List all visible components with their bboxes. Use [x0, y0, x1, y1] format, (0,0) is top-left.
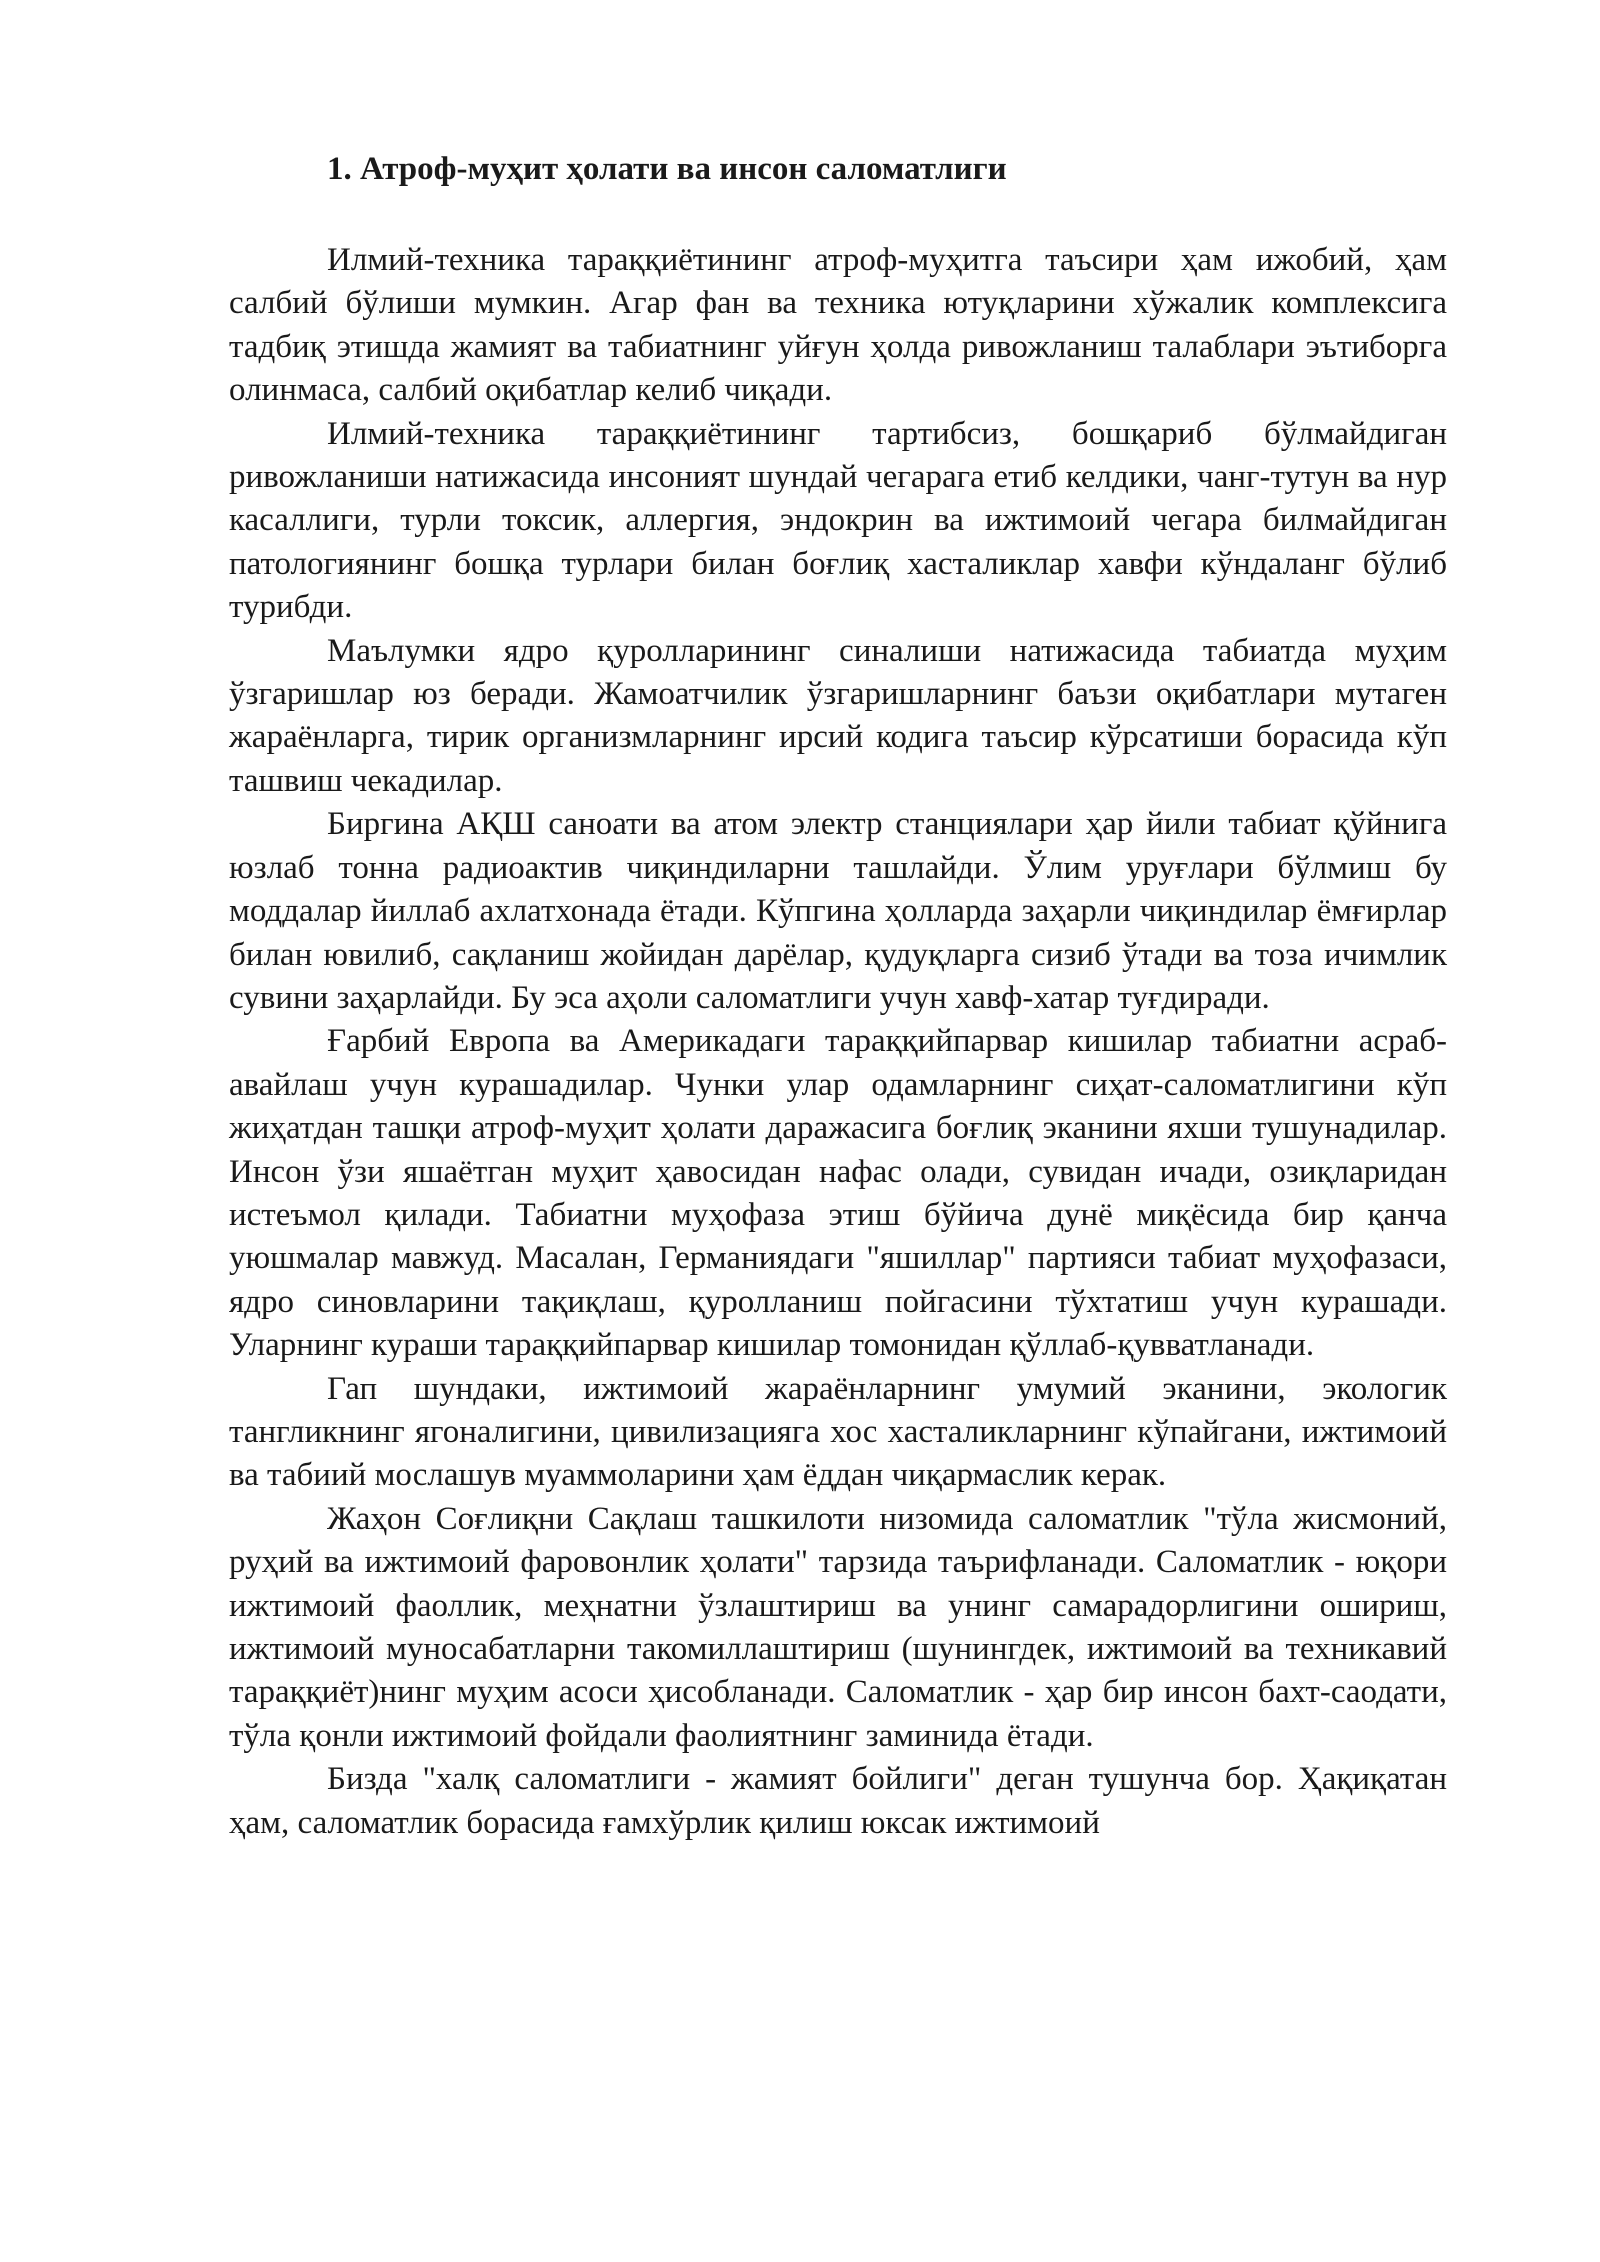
paragraph-7: Жаҳон Соғлиқни Сақлаш ташкилоти низомида саломатлик "тўла жисмоний, руҳий ва ижтимоий фаровонлик ҳолати" тарзида таърифланади. Саломатлик - юқори ижтимоий фаоллик, меҳнатни ўзлаштириш ва унинг самарадорлигини ошириш, ижтимоий муносабатларни такомиллаштириш (шунингдек, ижтимоий ва техникавий тараққиёт)нинг муҳим асоси ҳисобланади. Саломатлик - ҳар бир инсон бахт-саодати, тўла қонли ижтимоий фойдали фаолиятнинг заминида ётади.: [229, 1500, 1447, 1754]
paragraph-3: Маълумки ядро қуролларининг синалиши натижасида табиатда муҳим ўзгаришлар юз беради. Жамоатчилик ўзгаришларнинг баъзи оқибатлари мутаген жараёнларга, тирик организмларнинг ирсий кодига таъсир кўрсатиши борасида кўп ташвиш чекадилар.: [229, 632, 1447, 799]
paragraph-6: Гап шундаки, ижтимоий жараёнларнинг умумий эканини, экологик тангликнинг ягоналигини, цивилизацияга хос хасталикларнинг кўпайгани, ижтимоий ва табиий мослашув муаммоларини ҳам ёддан чиқармаслик керак.: [229, 1370, 1447, 1494]
paragraph-5: Ғарбий Европа ва Америкадаги тараққийпарвар кишилар табиатни асраб-авайлаш учун курашадилар. Чунки улар одамларнинг сиҳат-саломатлигини кўп жиҳатдан ташқи атроф-муҳит ҳолати даражасига боғлиқ эканини яхши тушунадилар. Инсон ўзи яшаётган муҳит ҳавосидан нафас олади, сувидан ичади, озиқларидан истеъмол қилади. Табиатни муҳофаза этиш бўйича дунё миқёсида бир қанча уюшмалар мавжуд. Масалан, Германиядаги "яшиллар" партияси табиат муҳофазаси, ядро синовларини тақиқлаш, қуролланиш пойгасини тўхтатиш учун курашади. Уларнинг кураши тараққийпарвар кишилар томонидан қўллаб-қувватланади.: [229, 1023, 1447, 1364]
section-title: 1. Атроф-муҳит ҳолати ва инсон саломатлиги: [327, 151, 1007, 187]
paragraph-8: Бизда "халқ саломатлиги - жамият бойлиги" деган тушунча бор. Ҳақиқатан ҳам, саломатлик борасида ғамхўрлик қилиш юксак ижтимоий: [229, 1761, 1447, 1841]
paragraph-2: Илмий-техника тараққиётининг тартибсиз, бошқариб бўлмайдиган ривожланиши натижасида инсоният шундай чегарага етиб келдики, чанг-тутун ва нур касаллиги, турли токсик, аллергия, эндокрин ва ижтимоий чегара билмайдиган патологиянинг бошқа турлари билан боғлиқ хасталиклар хавфи кўндаланг бўлиб турибди.: [229, 415, 1447, 626]
paragraph-1: Илмий-техника тараққиётининг атроф-муҳитга таъсири ҳам ижобий, ҳам салбий бўлиши мумкин. Агар фан ва техника ютуқларини хўжалик комплексига тадбиқ этишда жамият ва табиатнинг уйғун ҳолда ривожланиш талаблари эътиборга олинмаса, салбий оқибатлар келиб чиқади.: [229, 242, 1447, 409]
paragraph-4: Биргина АҚШ саноати ва атом электр станциялари ҳар йили табиат қўйнига юзлаб тонна радиоактив чиқиндиларни ташлайди. Ўлим уруғлари бўлмиш бу моддалар йиллаб ахлатхонада ётади. Кўпгина ҳолларда заҳарли чиқиндилар ёмғирлар билан ювилиб, сақланиш жойидан дарёлар, қудуқларга сизиб ўтади ва тоза ичимлик сувини заҳарлайди. Бу эса аҳоли саломатлиги учун хавф-хатар туғдиради.: [229, 806, 1447, 1016]
document-body: [229, 148, 1447, 1845]
